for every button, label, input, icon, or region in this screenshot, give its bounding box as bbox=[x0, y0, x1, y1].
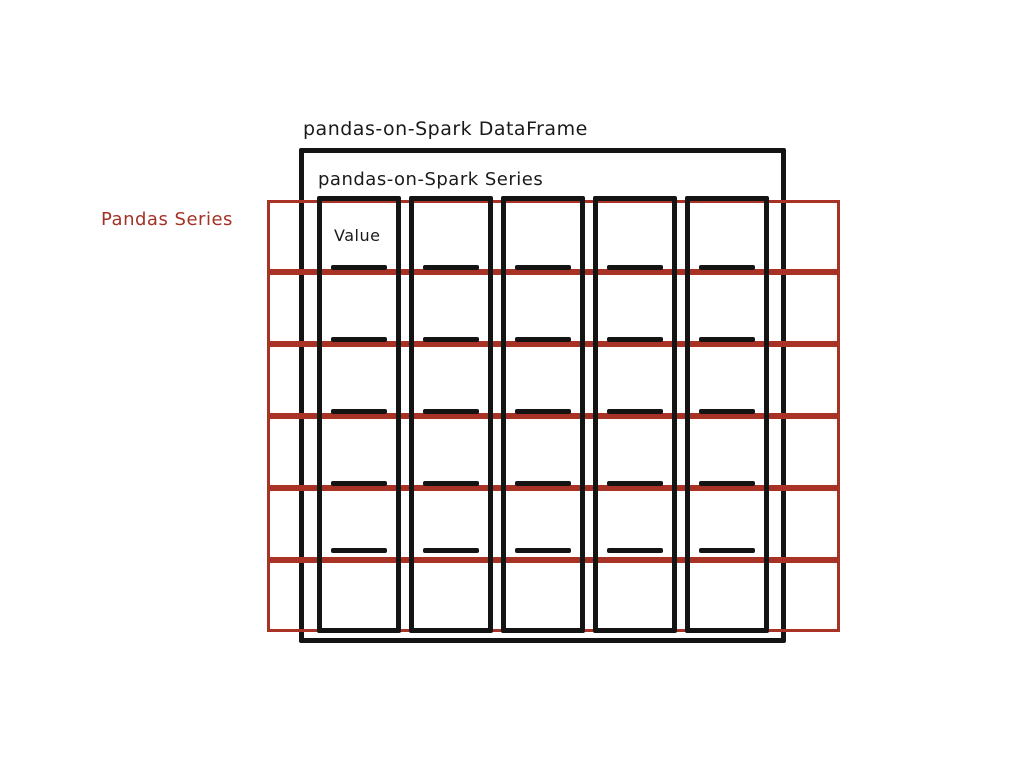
spark-series-column-4 bbox=[593, 196, 677, 633]
cell-separator bbox=[607, 548, 663, 553]
cell-separator bbox=[607, 409, 663, 414]
cell-separator bbox=[515, 409, 571, 414]
dataframe-label: pandas-on-Spark DataFrame bbox=[303, 118, 588, 140]
cell-separator bbox=[607, 481, 663, 486]
cell-separator bbox=[515, 265, 571, 270]
spark-series-column-5 bbox=[685, 196, 769, 633]
spark-series-column-3 bbox=[501, 196, 585, 633]
spark-series-column-2 bbox=[409, 196, 493, 633]
cell-separator bbox=[423, 265, 479, 270]
spark-series-column-1 bbox=[317, 196, 401, 633]
cell-separator bbox=[331, 337, 387, 342]
cell-separator bbox=[515, 481, 571, 486]
cell-separator bbox=[331, 481, 387, 486]
cell-separator bbox=[607, 337, 663, 342]
cell-separator bbox=[699, 337, 755, 342]
cell-separator bbox=[331, 265, 387, 270]
cell-separator bbox=[607, 265, 663, 270]
cell-separator bbox=[423, 337, 479, 342]
pandas-series-label: Pandas Series bbox=[101, 209, 233, 230]
cell-separator bbox=[699, 409, 755, 414]
cell-separator bbox=[699, 265, 755, 270]
cell-separator bbox=[515, 337, 571, 342]
cell-separator bbox=[423, 481, 479, 486]
cell-separator bbox=[423, 409, 479, 414]
cell-separator bbox=[699, 481, 755, 486]
value-label: Value bbox=[334, 226, 381, 245]
cell-separator bbox=[331, 409, 387, 414]
spark-series-label: pandas-on-Spark Series bbox=[318, 169, 544, 190]
cell-separator bbox=[515, 548, 571, 553]
cell-separator bbox=[331, 548, 387, 553]
cell-separator bbox=[423, 548, 479, 553]
cell-separator bbox=[699, 548, 755, 553]
